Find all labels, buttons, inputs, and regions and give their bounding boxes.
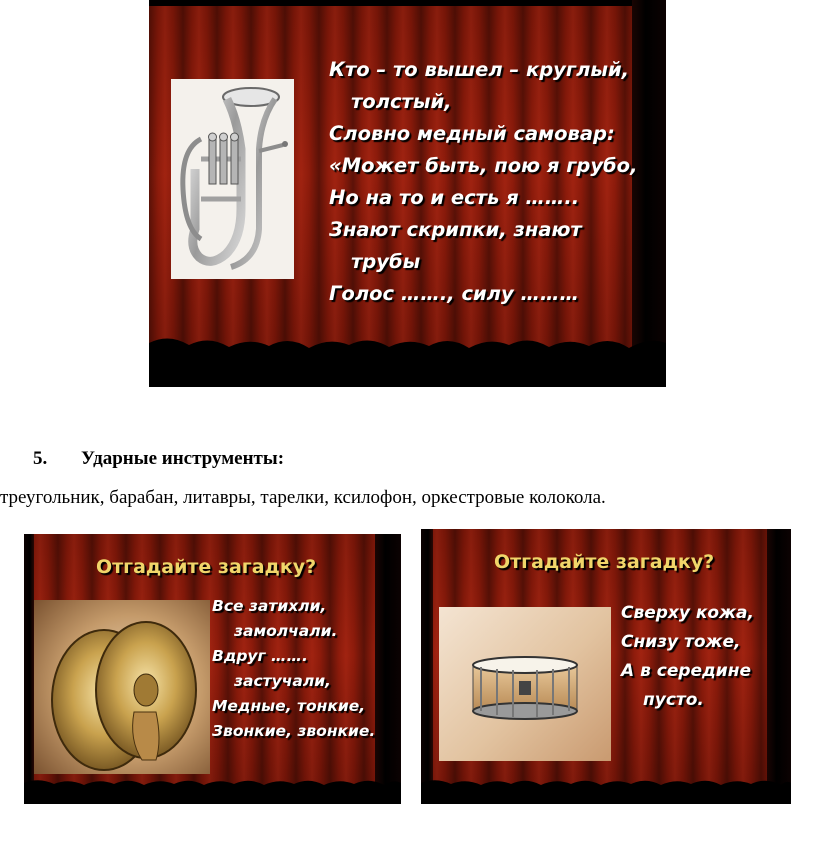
riddle-line: Медные, тонкие, (212, 697, 366, 715)
tuba-riddle-text (329, 54, 649, 310)
drum-riddle-text (621, 599, 771, 715)
cymbals-photo (34, 600, 210, 774)
riddle-line: Все затихли, замолчали. (212, 597, 338, 640)
riddle-line: Звонкие, звонкие. (212, 722, 376, 740)
tuba-photo (171, 79, 294, 279)
slide-top-band (149, 0, 666, 6)
tuba-riddle-slide (149, 0, 666, 387)
riddle-line: Словно медный самовар: (329, 122, 615, 145)
riddle-line: Снизу тоже, (621, 632, 741, 652)
riddle-title: Отгадайте загадку? (96, 556, 317, 578)
curtain-scallop (149, 333, 666, 357)
cymbals-riddle-slide (24, 534, 401, 804)
section-heading (33, 448, 284, 470)
slide-bottom-band (149, 355, 666, 387)
riddle-line: Но на то и есть я …….. (329, 186, 580, 209)
riddle-line: Голос ……., силу ……… (329, 282, 579, 305)
curtain-left-drape (24, 534, 34, 804)
drum-photo (439, 607, 611, 761)
tuba-icon (171, 79, 294, 279)
snare-drum-icon (439, 607, 611, 761)
instrument-list: треугольник, барабан, литавры, тарелки, ксилофон, оркестровые колокола. (0, 487, 606, 508)
cymbals-riddle-text (212, 594, 392, 744)
riddle-line: Знают скрипки, знают трубы (329, 218, 582, 273)
slide-bottom-band (421, 788, 791, 804)
riddle-line: А в середине пусто. (621, 661, 751, 710)
curtain-left-drape (421, 529, 433, 804)
drum-riddle-slide (421, 529, 791, 804)
riddle-line: Вдруг ……. застучали, (212, 647, 331, 690)
slide-bottom-band (24, 788, 401, 804)
riddle-title: Отгадайте загадку? (494, 551, 715, 573)
riddle-line: «Может быть, пою я грубо, (329, 154, 638, 177)
section-title: Ударные инструменты: (81, 448, 285, 469)
riddle-line: Сверху кожа, (621, 603, 754, 623)
section-number: 5. (33, 448, 48, 469)
riddle-line: Кто – то вышел – круглый, толстый, (329, 58, 630, 113)
cymbals-icon (34, 600, 210, 774)
